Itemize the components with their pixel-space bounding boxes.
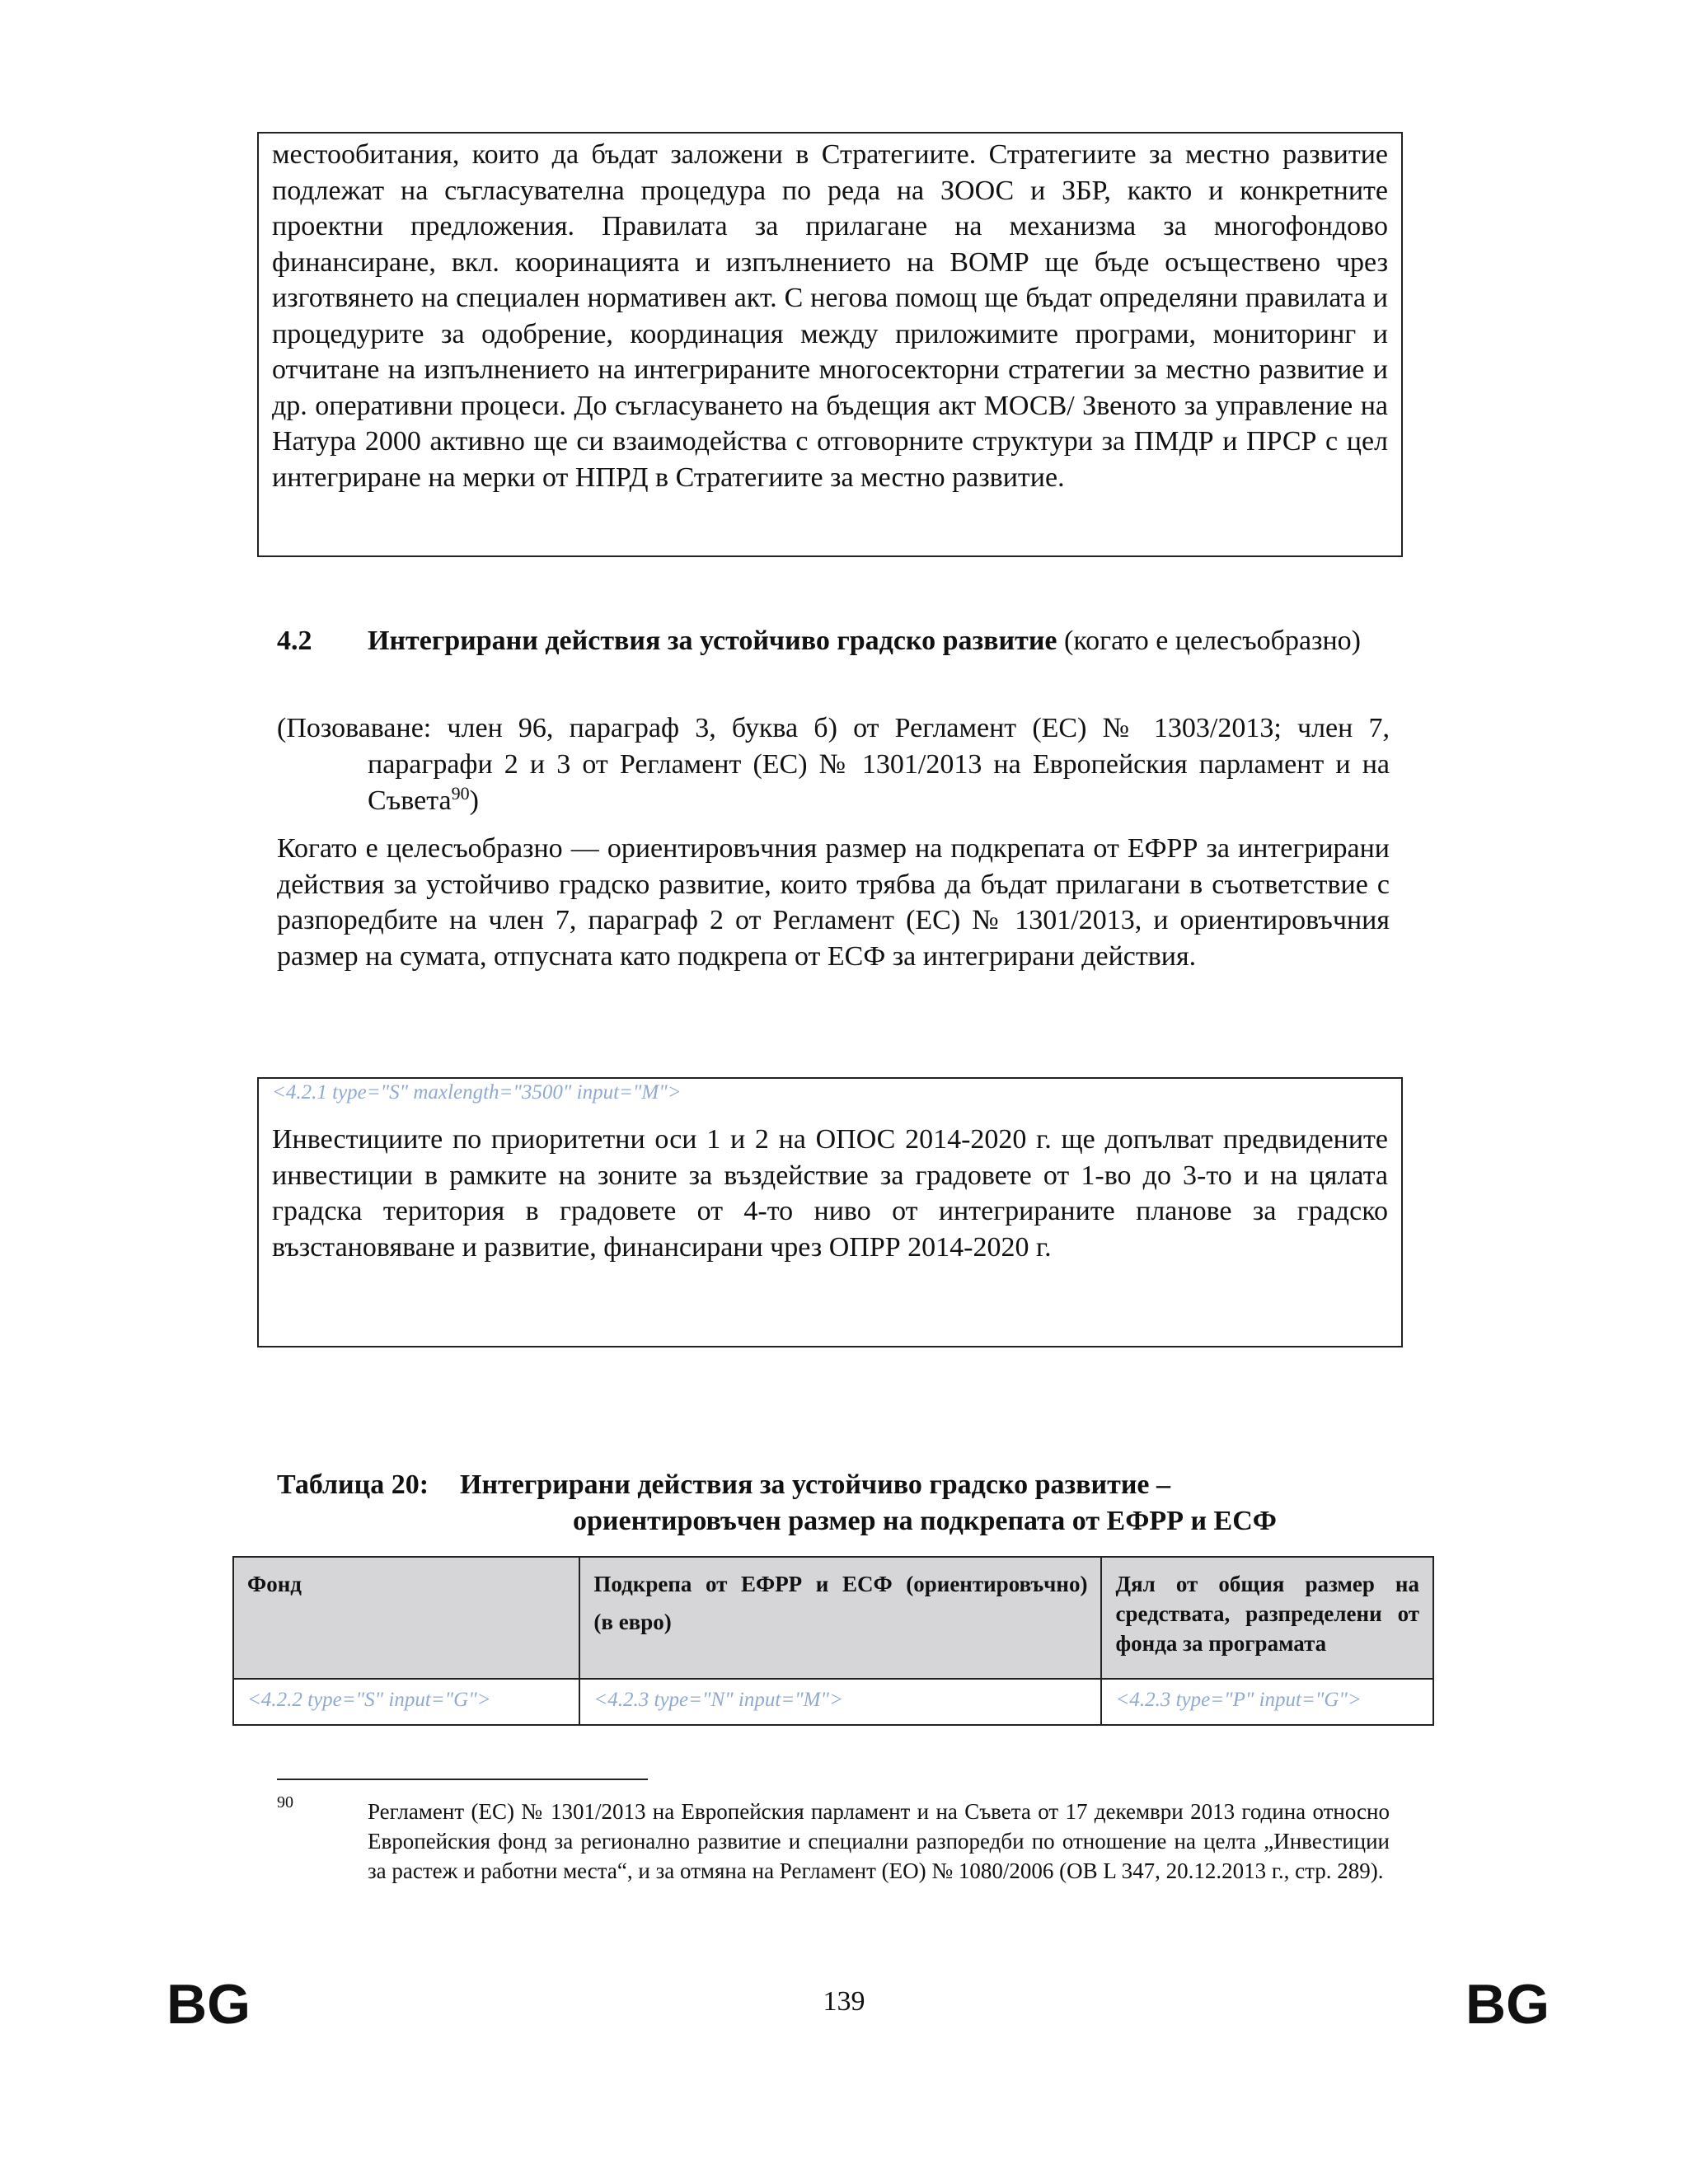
language-code-right: BG — [1465, 1973, 1550, 2036]
reference-text: (Позоваване: член 96, параграф 3, буква б) от Регламент (ЕС) № 1303/2013; член 7, параграфи 2 и 3 от Регламент (ЕС) № 1301/2013 на Европейския парламент и на Съвета — [277, 713, 1390, 816]
section-body — [277, 831, 1390, 974]
table-title-line1: Интегрирани действия за устойчиво градско развитие – — [460, 1469, 1171, 1500]
text-box-continued — [257, 132, 1403, 557]
header-support-label: Подкрепа от ЕФРР и ЕСФ (ориентировъчно) — [593, 1572, 1088, 1596]
field-tag: <4.2.3 type="P" input="G"> — [1115, 1689, 1362, 1711]
table-caption — [277, 1467, 1390, 1540]
footnote-divider — [277, 1779, 648, 1780]
footnote-text: Регламент (ЕС) № 1301/2013 на Европейския парламент и на Съвета от 17 декември 2013 година относно Европейския фонд за регионално развитие и специални разпоредби по отношение на целта „Инвестиции за растеж и работни места“, и за отмяна на Регламент (ЕО) № 1080/2006 (ОВ L 347, 20.12.2013 г., стр. 289). — [368, 1799, 1390, 1883]
section-title-rest: (когато е целесъобразно) — [1057, 626, 1361, 656]
field-tag: <4.2.3 type="N" input="M"> — [593, 1689, 843, 1711]
table-header-row — [233, 1557, 1433, 1679]
footnote-number: 90 — [277, 1793, 293, 1811]
cell-share[interactable] — [1101, 1679, 1433, 1725]
section-title-bold: Интегрирани действия за устойчиво градско развитие — [368, 626, 1057, 656]
box-paragraph: местообитания, които да бъдат заложени в Стратегиите. Стратегиите за местно развитие подлежат на съгласувателна процедура по реда на ЗООС и ЗБР, както и конкретните проектни предложения. Правилата за прилагане на механизма за многофондово финансиране, вкл. кооринацията и изпълнението на ВОМР ще бъде осъществено чрез изготвянето на специален нормативен акт. С негова помощ ще бъдат определяни правилата и процедурите за одобрение, координация между приложимите програми, мониторинг и отчитане на изпълнението на интегрираните многосекторни стратегии за местно развитие и др. оперативни процеси. До съгласуването на бъдещия акт МОСВ/ Звеното за управление на Натура 2000 активно ще си взаимодейства с отговорните структури за ПМДР и ПРСР с цел интегриране на мерки от НПРД в Стратегиите за местно развитие. — [272, 139, 1388, 493]
header-share-label: Дял от общия размер на средствата, разпределени от фонда за програмата — [1115, 1572, 1419, 1656]
cell-support[interactable] — [579, 1679, 1101, 1725]
section-reference — [277, 710, 1390, 819]
table-title-line2: ориентировъчен размер на подкрепата от ЕФРР и ЕСФ — [573, 1506, 1277, 1536]
field-tag: <4.2.1 type="S" maxlength="3500" input="M"> — [272, 1081, 682, 1104]
table-row — [233, 1679, 1433, 1725]
table-20 — [232, 1556, 1434, 1726]
header-support — [579, 1557, 1101, 1679]
header-support-unit: (в евро) — [593, 1610, 672, 1634]
footnote-ref[interactable]: 90 — [451, 783, 470, 804]
box-paragraph: Инвестициите по приоритетни оси 1 и 2 на ОПОС 2014-2020 г. ще допълват предвидените инвестиции в рамките на зоните за въздействие за градовете от 1-во до 3-то и на цялата градска територия в градовете от 4-то ниво от интегрираните планове за градско възстановяване и развитие, финансирани чрез ОПРР 2014-2020 г. — [272, 1124, 1388, 1263]
input-box-4-2-1 — [257, 1077, 1403, 1347]
section-title — [368, 623, 1390, 659]
section-number: 4.2 — [277, 626, 312, 656]
field-tag: <4.2.2 type="S" input="G"> — [247, 1689, 491, 1711]
header-fund: Фонд — [233, 1557, 579, 1679]
page-number: 139 — [823, 1986, 865, 2017]
header-share — [1101, 1557, 1433, 1679]
body-paragraph: Когато е целесъобразно — ориентировъчния размер на подкрепата от ЕФРР за интегрирани действия за устойчиво градско развитие, които трябва да бъдат прилагани в съответствие с разпоредбите на член 7, параграф 2 от Регламент (ЕС) № 1301/2013, и ориентировъчния размер на сумата, отпусната като подкрепа от ЕСФ за интегрирани действия. — [277, 833, 1390, 972]
section-heading — [277, 623, 1390, 659]
table-label: Таблица 20: — [277, 1469, 429, 1500]
reference-close: ) — [469, 785, 479, 816]
language-code-left: BG — [166, 1973, 251, 2036]
cell-fund[interactable] — [233, 1679, 579, 1725]
